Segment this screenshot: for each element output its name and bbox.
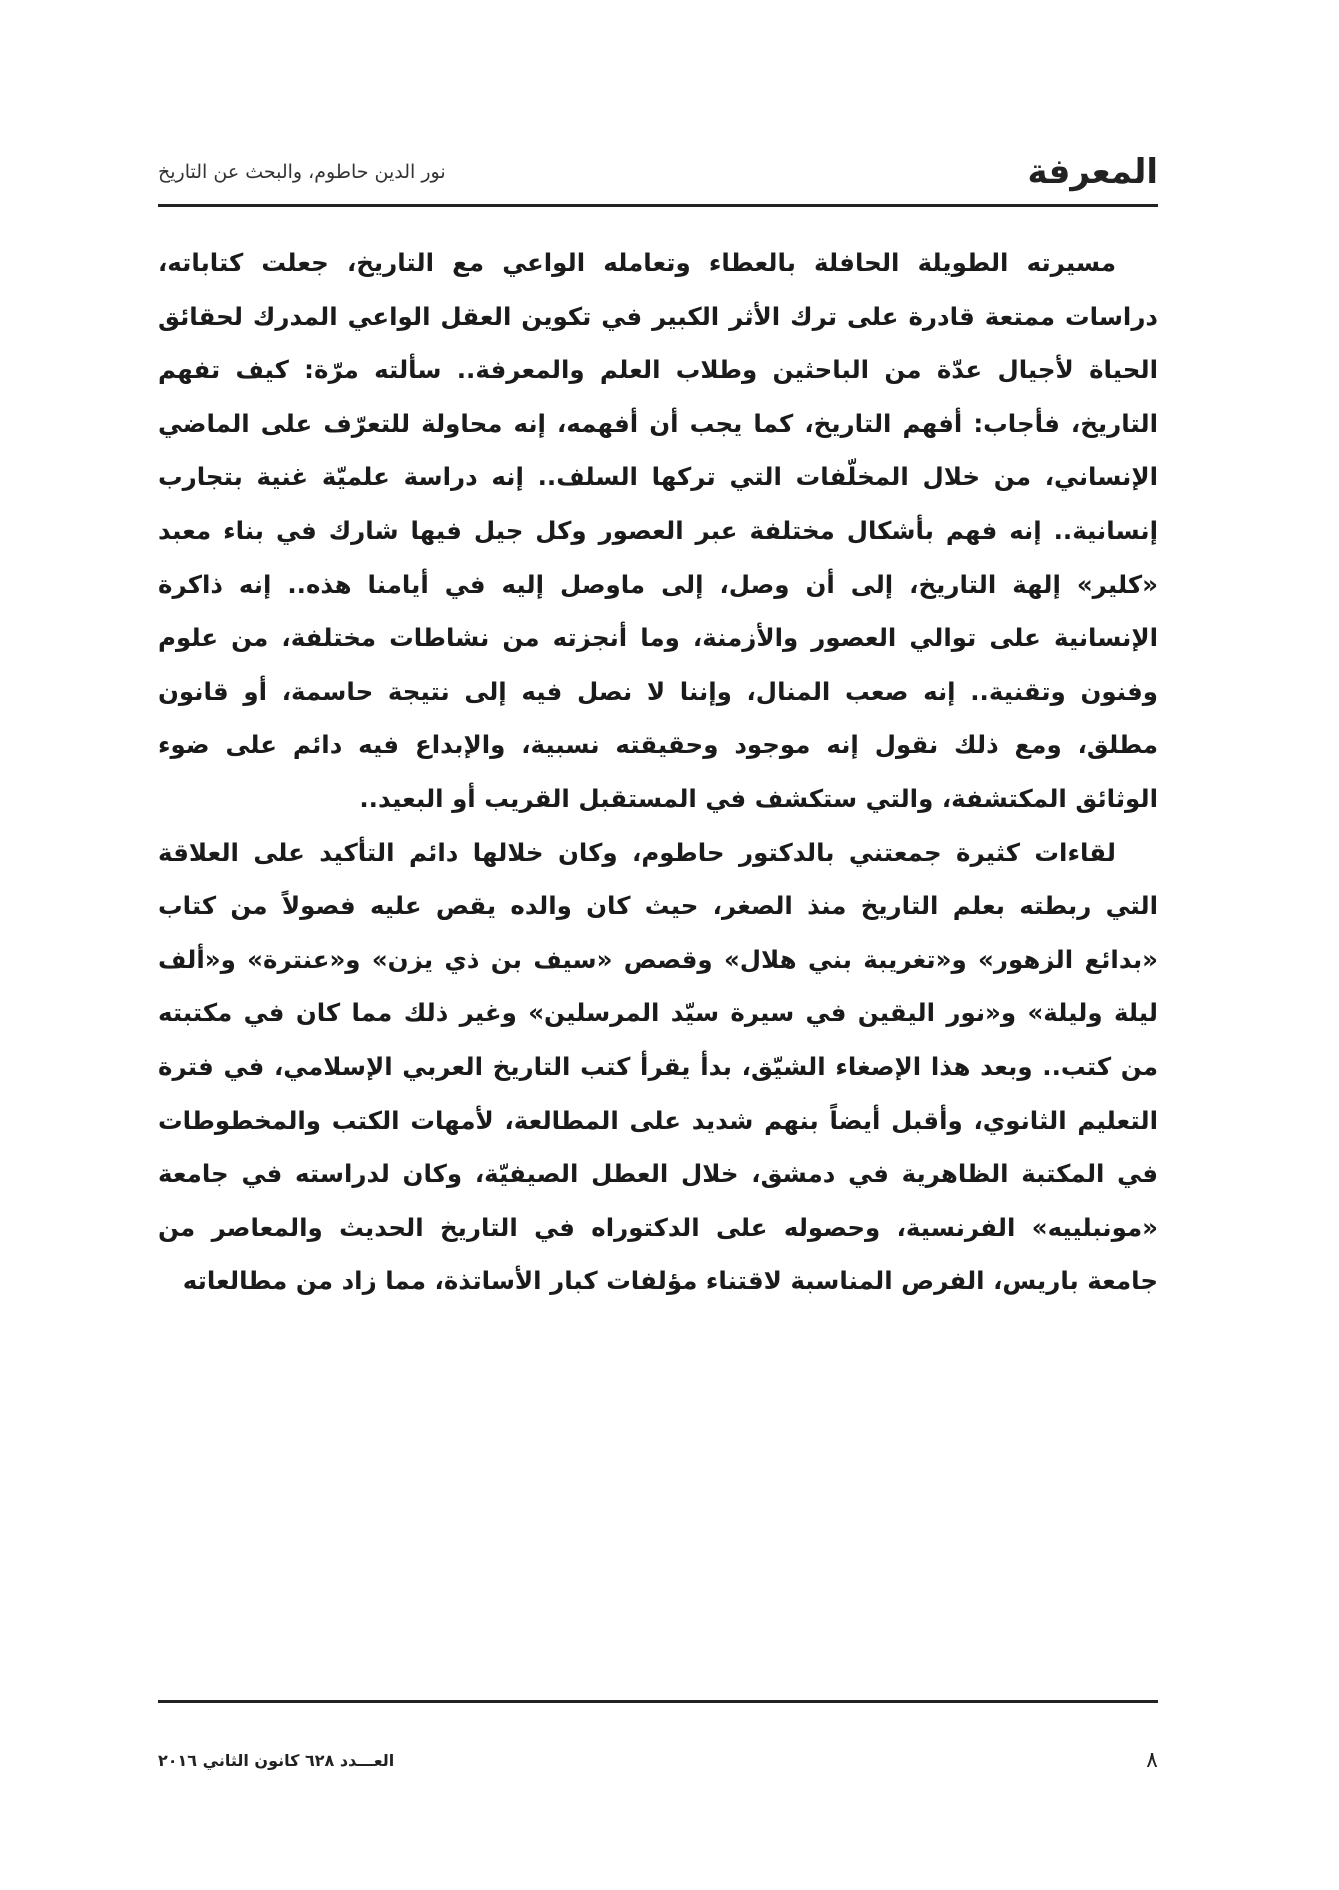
running-title: نور الدين حاطوم، والبحث عن التاريخ	[158, 160, 446, 183]
paragraph-1: مسيرته الطويلة الحافلة بالعطاء وتعامله الواعي مع التاريخ، جعلت كتاباته، دراسات ممتعة قادرة على ترك الأثر الكبير في تكوين العقل الواعي المدرك لحقائق الحياة لأجيال عدّة من الباحثين وطلاب العلم والمعرفة.. سألته مرّة: كيف تفهم التاريخ، فأجاب: أفهم التاريخ، كما يجب أن أفهمه، إنه محاولة للتعرّف على الماضي الإنساني، من خلال المخلّفات التي تركها السلف.. إنه دراسة علميّة غنية بتجارب إنسانية.. إنه فهم بأشكال مختلفة عبر العصور وكل جيل فيها شارك في بناء معبد «كلير» إلهة التاريخ، إلى أن وصل، إلى ماوصل إليه في أيامنا هذه.. إنه ذاكرة الإنسانية على توالي العصور والأزمنة، وما أنجزته من نشاطات مختلفة، من علوم وفنون وتقنية.. إنه صعب المنال، وإننا لا نصل فيه إلى نتيجة حاسمة، أو قانون مطلق، ومع ذلك نقول إنه موجود وحقيقته نسبية، والإبداع فيه دائم على ضوء الوثائق المكتشفة، والتي ستكشف في المستقبل القريب أو البعيد..	[158, 248, 1158, 813]
article-body	[158, 236, 1158, 1308]
header-divider	[158, 204, 1158, 207]
page-number: ٨	[1146, 1747, 1158, 1773]
magazine-logo: المعرفة	[1027, 152, 1158, 192]
page-header	[158, 150, 1158, 194]
paragraph-2: لقاءات كثيرة جمعتني بالدكتور حاطوم، وكان خلالها دائم التأكيد على العلاقة التي ربطته بعلم التاريخ منذ الصغر، حيث كان والده يقص عليه فصولاً من كتاب «بدائع الزهور» و«تغريبة بني هلال» وقصص «سيف بن ذي يزن» و«عنترة» و«ألف ليلة وليلة» و«نور اليقين في سيرة سيّد المرسلين» وغير ذلك مما كان في مكتبته من كتب.. وبعد هذا الإصغاء الشيّق، بدأ يقرأ كتب التاريخ العربي الإسلامي، في فترة التعليم الثانوي، وأقبل أيضاً بنهم شديد على المطالعة، لأمهات الكتب والمخطوطات في المكتبة الظاهرية في دمشق، خلال العطل الصيفيّة، وكان لدراسته في جامعة «مونبلييه» الفرنسية، وحصوله على الدكتوراه في التاريخ الحديث والمعاصر من جامعة باريس، الفرص المناسبة لاقتناء مؤلفات كبار الأساتذة، مما زاد من مطالعاته	[158, 837, 1158, 1296]
footer-divider	[158, 1700, 1158, 1703]
issue-info: العـــدد ٦٢٨ كانون الثاني ٢٠١٦	[158, 1750, 395, 1770]
page-footer	[158, 1740, 1158, 1780]
